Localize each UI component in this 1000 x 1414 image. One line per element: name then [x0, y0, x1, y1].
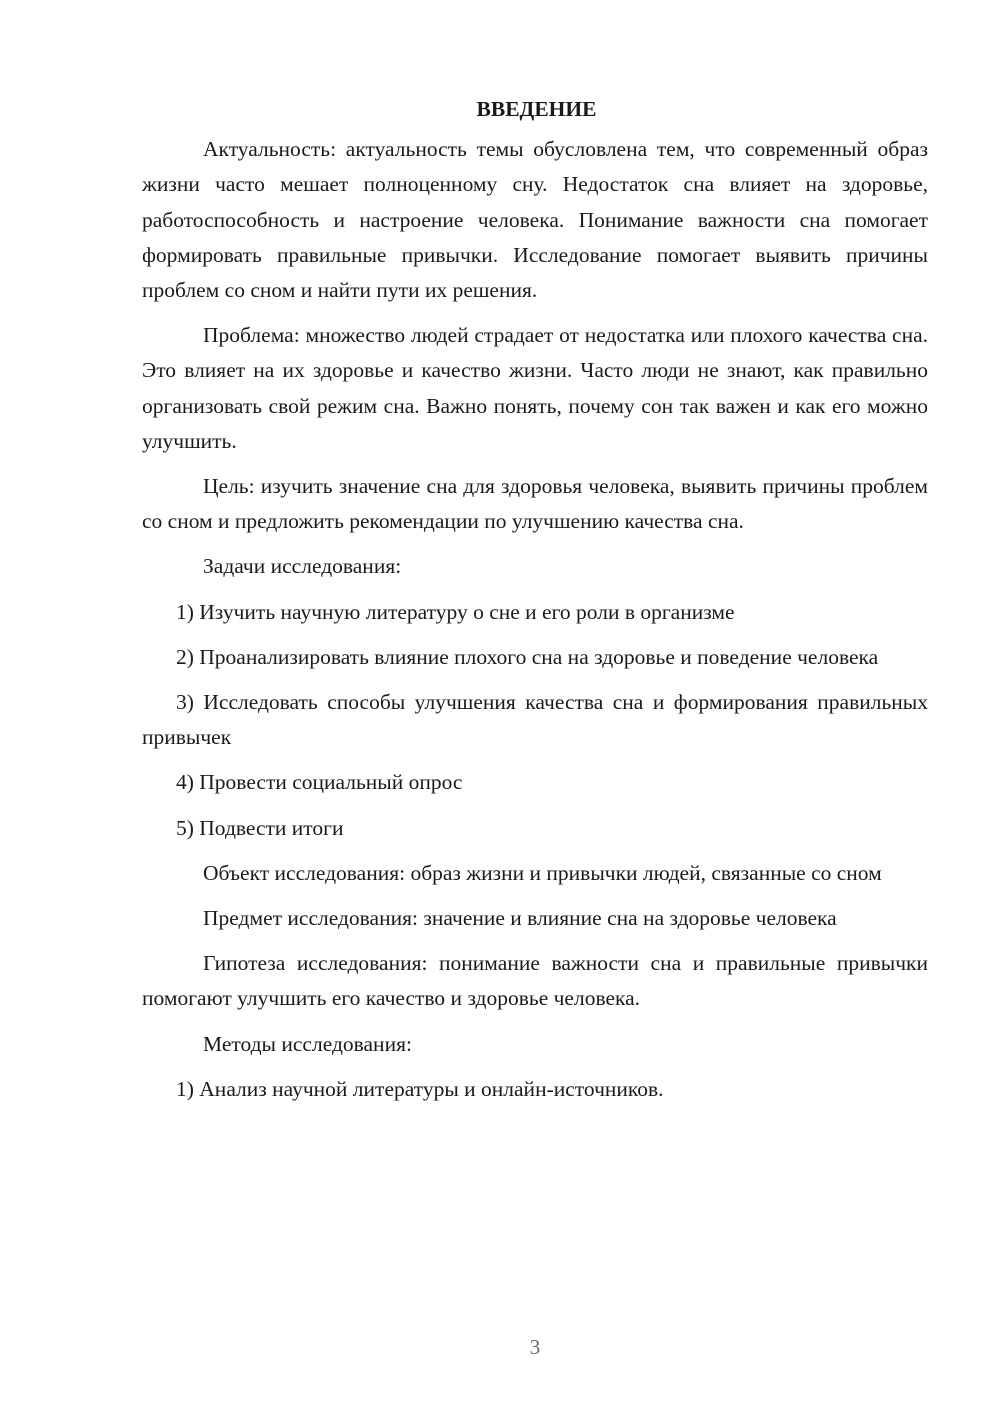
document-page [142, 92, 928, 1117]
task-item-1: 1) Изучить научную литературу о сне и его роли в организме [176, 599, 735, 624]
hypothesis-paragraph: Гипотеза исследования: понимание важности сна и правильные привычки помогают улучшить его качество и здоровье человека. [142, 951, 928, 1011]
relevance-paragraph: Актуальность: актуальность темы обусловлена тем, что современный образ жизни часто мешает полноценному сну. Недостаток сна влияет на здоровье, работоспособность и настроение человека. Понимание важности сна помогает формировать правильные привычки. Исследование помогает выявить причины проблем со сном и найти пути их решения. [142, 137, 928, 303]
task-item-4: 4) Провести социальный опрос [176, 770, 463, 795]
subject-paragraph: Предмет исследования: значение и влияние сна на здоровье человека [203, 906, 837, 931]
method-item-1: 1) Анализ научной литературы и онлайн-источников. [176, 1076, 664, 1101]
methods-label: Методы исследования: [203, 1031, 412, 1056]
page-number: 3 [529, 1335, 541, 1359]
goal-paragraph: Цель: изучить значение сна для здоровья человека, выявить причины проблем со сном и предложить рекомендации по улучшению качества сна. [142, 474, 928, 534]
task-item-2: 2) Проанализировать влияние плохого сна на здоровье и поведение человека [176, 644, 879, 669]
tasks-label: Задачи исследования: [203, 554, 402, 579]
task-item-5: 5) Подвести итоги [176, 815, 344, 840]
problem-paragraph: Проблема: множество людей страдает от недостатка или плохого качества сна. Это влияет на их здоровье и качество жизни. Часто люди не знают, как правильно организовать свой режим сна. Важно понять, почему сон так важен и как его можно улучшить. [142, 323, 928, 453]
section-heading: ВВЕДЕНИЕ [476, 97, 597, 121]
task-item-3: 3) Исследовать способы улучшения качества сна и формирования правильных привычек [142, 690, 928, 750]
object-paragraph: Объект исследования: образ жизни и привычки людей, связанные со сном [203, 860, 882, 885]
